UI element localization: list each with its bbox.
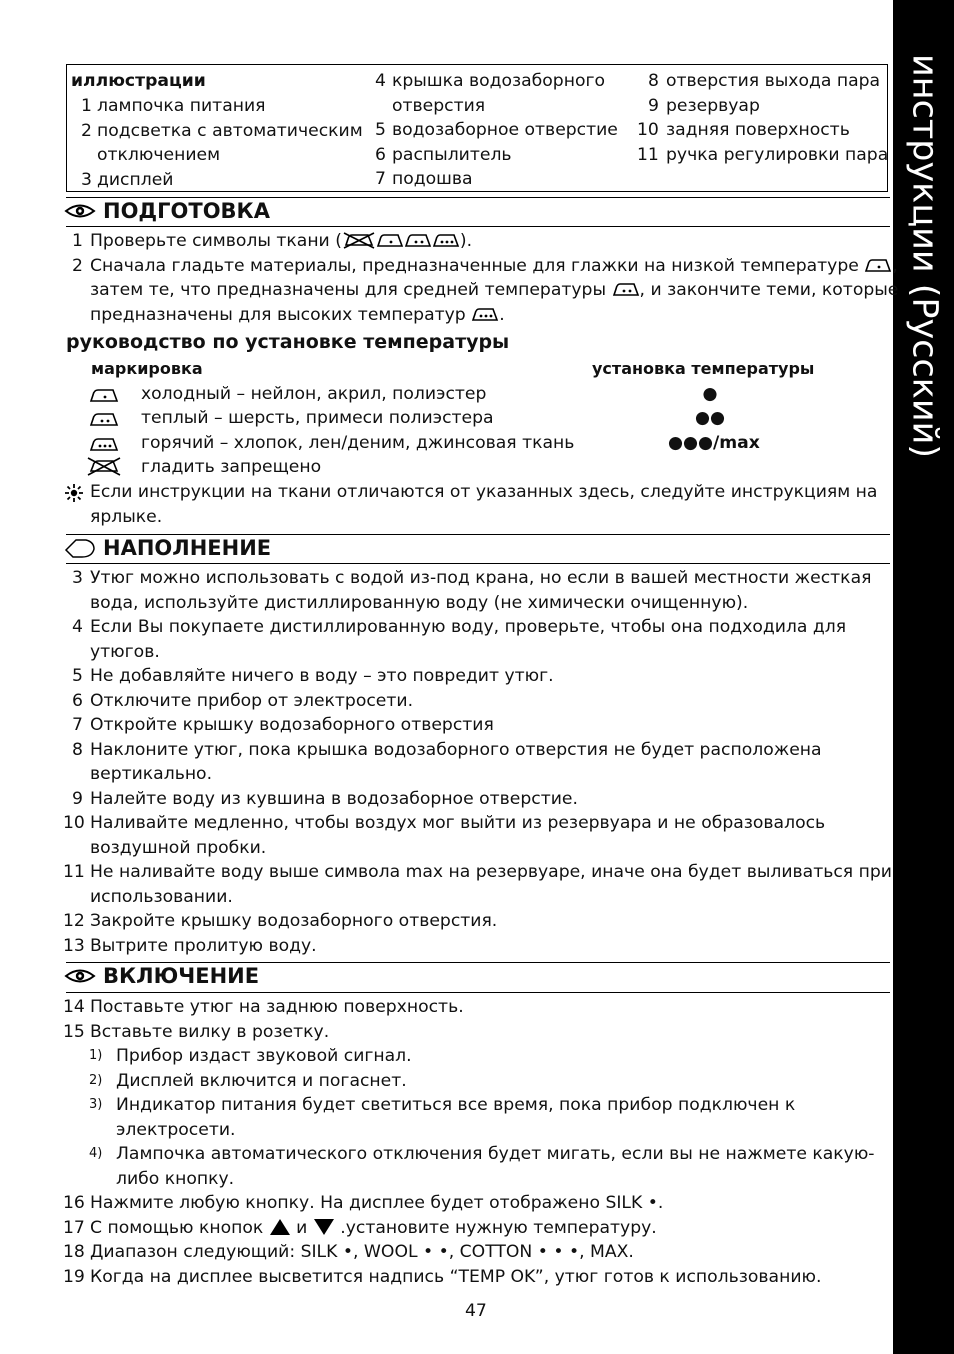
fill-item: Наливайте медленно, чтобы воздух мог выйти из резервуара и не образовалось bbox=[90, 813, 826, 833]
fill-item: Закройте крышку водозаборного отверстия. bbox=[90, 911, 498, 931]
on-item: Вставьте вилку в розетку. bbox=[90, 1021, 330, 1042]
on-subitem: Лампочка автоматического отключения будет мигать, если вы не нажмете какую- bbox=[116, 1144, 875, 1164]
guide-note-line-1: Если инструкции на ткани отличаются от указанных здесь, следуйте инструкциям на bbox=[90, 482, 878, 502]
fill-item: Отключите прибор от электросети. bbox=[90, 690, 414, 711]
fill-item-num: 5 bbox=[72, 666, 83, 686]
fill-item: Налейте воду из кувшина в водозаборное отверстие. bbox=[90, 788, 578, 809]
sidebar-title: инструкции (Русский) bbox=[904, 53, 945, 459]
on-item-17-and: и bbox=[296, 1218, 308, 1238]
fill-item: вода, используйте дистиллированную воду (не химически очищенную). bbox=[90, 592, 749, 613]
illustrations-item-num: 9 bbox=[648, 95, 659, 116]
prep-item-2-line-1 bbox=[90, 254, 898, 278]
water-drop-icon bbox=[64, 537, 96, 559]
fill-item: использовании. bbox=[90, 886, 233, 907]
illustrations-box bbox=[66, 64, 888, 192]
iron-three-dot-icon bbox=[471, 305, 499, 323]
illustrations-item: лампочка питания bbox=[97, 96, 266, 116]
illustrations-item-num: 8 bbox=[648, 71, 659, 91]
fill-item-num: 11 bbox=[63, 862, 85, 882]
illustrations-item: крышка водозаборного bbox=[392, 71, 606, 91]
fill-item-num: 10 bbox=[63, 813, 85, 833]
prep-item-2-text-2a: затем те, что предназначены для средней температуры bbox=[90, 280, 607, 300]
guide-row-3-setting: ●●●/max bbox=[668, 433, 760, 453]
iron-one-dot-icon bbox=[88, 386, 120, 404]
fill-item: Если Вы покупаете дистиллированную воду, проверьте, чтобы она подходила для bbox=[90, 617, 847, 637]
prep-item-1-end: ). bbox=[459, 231, 473, 251]
on-item-num: 16 bbox=[63, 1193, 85, 1213]
on-subitem: Индикатор питания будет светиться все время, пока прибор подключен к bbox=[116, 1095, 796, 1115]
prep-item-2-num: 2 bbox=[72, 256, 83, 276]
fill-item: воздушной пробки. bbox=[90, 837, 267, 858]
fill-item-num: 7 bbox=[72, 715, 83, 735]
iron-three-dot-icon bbox=[432, 231, 460, 249]
guide-row-2-text: теплый – шерсть, примеси полиэстера bbox=[141, 408, 494, 428]
illustrations-item: отверстия bbox=[392, 95, 486, 116]
on-subitem-num: 2) bbox=[89, 1072, 103, 1088]
fill-item: Откройте крышку водозаборного отверстия bbox=[90, 715, 494, 735]
illustrations-item: подсветка с автоматическим bbox=[97, 120, 363, 141]
iron-one-dot-icon bbox=[864, 256, 892, 274]
triangle-up-icon bbox=[269, 1218, 291, 1236]
guide-row-1-text: холодный – нейлон, акрил, полиэстер bbox=[141, 384, 487, 404]
illustrations-item: водозаборное отверстие bbox=[392, 120, 618, 140]
no-iron-icon bbox=[342, 231, 376, 249]
on-item: Нажмите любую кнопку. На дисплее будет отображено SILK •. bbox=[90, 1193, 664, 1213]
on-subitem: Прибор издаст звуковой сигнал. bbox=[116, 1046, 412, 1066]
eye-icon bbox=[64, 968, 96, 984]
illustrations-title: иллюстрации bbox=[71, 71, 206, 91]
illustrations-item: задняя поверхность bbox=[666, 120, 850, 140]
page-number: 47 bbox=[465, 1301, 487, 1321]
illustrations-item: отключением bbox=[97, 145, 221, 165]
on-item: Диапазон следующий: SILK •, WOOL • •, COTTON • • •, MAX. bbox=[90, 1242, 634, 1262]
fill-item: вертикально. bbox=[90, 764, 213, 784]
sun-icon bbox=[65, 484, 83, 502]
on-item-17-text bbox=[90, 1216, 657, 1240]
illustrations-item: отверстия выхода пара bbox=[666, 71, 881, 91]
fill-item: Не добавляйте ничего в воду – это повредит утюг. bbox=[90, 666, 554, 686]
on-subitem-num: 1) bbox=[89, 1048, 103, 1063]
prep-item-2-text-3: предназначены для высоких температур bbox=[90, 305, 466, 325]
guide-row-3-text: горячий – хлопок, лен/деним, джинсовая ткань bbox=[141, 433, 575, 453]
prep-period: . bbox=[499, 305, 505, 325]
prep-comma: , bbox=[892, 256, 898, 276]
fill-item-num: 3 bbox=[72, 568, 83, 588]
on-item-num: 19 bbox=[63, 1266, 85, 1287]
illustrations-item-num: 5 bbox=[375, 120, 386, 140]
prep-item-2-text-2b: , и закончите теми, которые bbox=[639, 280, 899, 300]
fill-item: Утюг можно использовать с водой из-под крана, но если в вашей местности жесткая bbox=[90, 568, 872, 588]
illustrations-item-num: 1 bbox=[81, 96, 92, 116]
on-subitem: Дисплей включится и погаснет. bbox=[116, 1070, 407, 1091]
rule-on-bottom bbox=[66, 992, 890, 993]
fill-item: Вытрите пролитую воду. bbox=[90, 935, 317, 956]
on-item-num: 18 bbox=[63, 1242, 85, 1262]
on-item-num: 15 bbox=[63, 1021, 85, 1042]
fill-item-num: 12 bbox=[63, 911, 85, 931]
on-item: Когда на дисплее высветится надпись “TEMP OK”, утюг готов к использованию. bbox=[90, 1266, 822, 1287]
iron-three-dot-icon bbox=[88, 435, 120, 453]
iron-two-dot-icon bbox=[404, 231, 432, 249]
iron-two-dot-icon bbox=[88, 410, 120, 428]
prep-item-1 bbox=[90, 229, 472, 253]
on-item: Поставьте утюг на заднюю поверхность. bbox=[90, 997, 464, 1017]
illustrations-item-num: 6 bbox=[375, 144, 386, 165]
rule-fill-bottom bbox=[66, 563, 890, 564]
on-subitem: либо кнопку. bbox=[116, 1168, 235, 1189]
fill-item-num: 8 bbox=[72, 739, 83, 760]
illustrations-item: резервуар bbox=[666, 95, 760, 116]
guide-col-marking: маркировка bbox=[91, 359, 203, 378]
on-subitem-num: 4) bbox=[89, 1146, 103, 1161]
fill-item-num: 9 bbox=[72, 788, 83, 809]
guide-note-line-2: ярлыке. bbox=[90, 507, 163, 527]
triangle-down-icon bbox=[313, 1218, 335, 1236]
illustrations-item-num: 11 bbox=[637, 144, 659, 165]
on-subitem: электросети. bbox=[116, 1119, 236, 1140]
illustrations-item-num: 7 bbox=[375, 169, 386, 189]
guide-title: руководство по установке температуры bbox=[66, 331, 510, 353]
iron-two-dot-icon bbox=[612, 280, 640, 298]
illustrations-item: дисплей bbox=[97, 169, 174, 190]
illustrations-item: ручка регулировки пара bbox=[666, 144, 889, 165]
illustrations-item-num: 2 bbox=[81, 120, 92, 141]
on-item-num: 17 bbox=[63, 1217, 85, 1238]
iron-one-dot-icon bbox=[376, 231, 404, 249]
heading-prep: ПОДГОТОВКА bbox=[103, 199, 270, 223]
prep-item-2-text-1: Сначала гладьте материалы, предназначенные для глажки на низкой температуре bbox=[90, 256, 859, 276]
fill-item-num: 4 bbox=[72, 617, 83, 637]
heading-fill: НАПОЛНЕНИЕ bbox=[103, 536, 272, 560]
fill-item: утюгов. bbox=[90, 641, 160, 662]
illustrations-item-num: 4 bbox=[375, 71, 386, 91]
on-item-17-text-a: С помощью кнопок bbox=[90, 1218, 264, 1238]
fill-item-num: 13 bbox=[63, 935, 85, 956]
prep-item-2-line-3 bbox=[90, 303, 505, 327]
prep-item-2-line-2 bbox=[90, 278, 898, 302]
guide-row-2-setting: ●● bbox=[695, 408, 725, 428]
on-item-num: 14 bbox=[63, 997, 85, 1017]
illustrations-item-num: 10 bbox=[637, 120, 659, 140]
heading-on: ВКЛЮЧЕНИЕ bbox=[103, 964, 260, 988]
rule-prep-bottom bbox=[66, 226, 890, 227]
illustrations-item-num: 3 bbox=[81, 169, 92, 190]
on-subitem-num: 3) bbox=[89, 1097, 103, 1112]
no-iron-icon bbox=[86, 456, 122, 476]
guide-row-1-setting: ● bbox=[702, 384, 718, 404]
fill-item: Наклоните утюг, пока крышка водозаборного отверстия не будет расположена bbox=[90, 739, 822, 760]
fill-item: Не наливайте воду выше символа max на резервуаре, иначе она будет выливаться при bbox=[90, 862, 892, 882]
illustrations-item: распылитель bbox=[392, 144, 512, 165]
prep-item-1-text: Проверьте символы ткани ( bbox=[90, 231, 342, 251]
guide-col-setting: установка температуры bbox=[592, 359, 815, 378]
guide-row-4-text: гладить запрещено bbox=[141, 457, 322, 477]
illustrations-item: подошва bbox=[392, 169, 473, 189]
on-item-17-text-b: .установите нужную температуру. bbox=[340, 1218, 657, 1238]
prep-item-1-num: 1 bbox=[72, 231, 83, 251]
fill-item-num: 6 bbox=[72, 690, 83, 711]
eye-icon bbox=[64, 203, 96, 219]
